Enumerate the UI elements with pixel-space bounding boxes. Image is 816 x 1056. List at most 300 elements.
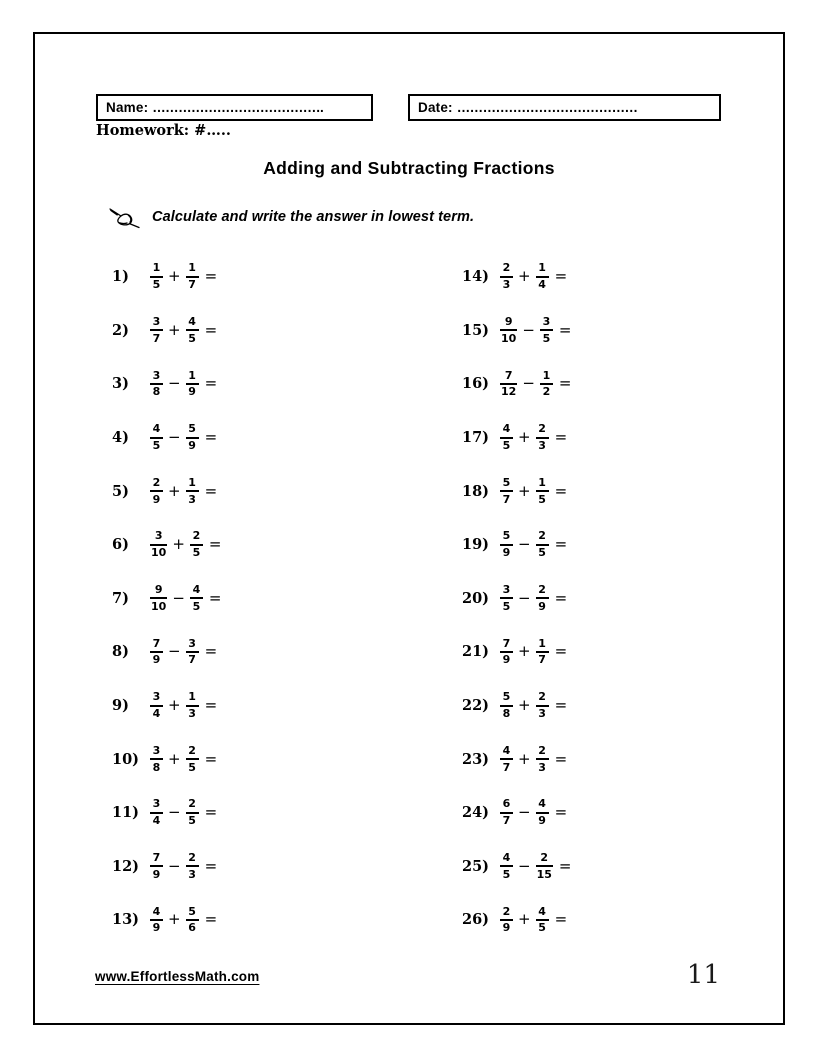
problem-number: 4) bbox=[112, 429, 129, 447]
operator: − bbox=[518, 856, 531, 875]
equals-sign: = bbox=[554, 642, 568, 661]
fraction bbox=[536, 584, 549, 613]
fraction-numerator: 5 bbox=[502, 529, 511, 543]
fraction-denominator: 10 bbox=[151, 546, 167, 560]
name-label: Name: bbox=[106, 100, 149, 115]
operator: + bbox=[168, 481, 181, 500]
equals-sign: = bbox=[554, 588, 568, 607]
fraction-bar bbox=[500, 758, 513, 760]
operator: + bbox=[168, 910, 181, 929]
fraction bbox=[150, 316, 163, 345]
fraction-denominator: 5 bbox=[192, 546, 201, 560]
equals-sign: = bbox=[208, 588, 222, 607]
fraction-numerator: 3 bbox=[542, 315, 551, 329]
fraction-denominator: 9 bbox=[152, 921, 161, 935]
problem-expression bbox=[149, 316, 217, 345]
page-title: Adding and Subtracting Fractions bbox=[263, 158, 555, 178]
fraction-denominator: 5 bbox=[192, 599, 201, 613]
fraction-numerator: 3 bbox=[502, 582, 511, 596]
fraction-denominator: 5 bbox=[538, 921, 546, 935]
equals-sign: = bbox=[204, 374, 218, 393]
problem-number: 18) bbox=[462, 482, 490, 500]
fraction bbox=[150, 852, 163, 881]
fraction-numerator: 9 bbox=[154, 582, 163, 596]
fraction bbox=[186, 423, 199, 452]
fraction-numerator: 2 bbox=[540, 850, 549, 864]
operator: + bbox=[518, 696, 531, 715]
fraction-numerator: 5 bbox=[502, 690, 511, 704]
fraction-denominator: 4 bbox=[152, 814, 161, 828]
problem-row[interactable] bbox=[462, 304, 571, 358]
fraction bbox=[186, 691, 199, 720]
problem-number: 21) bbox=[462, 643, 490, 661]
problem-row[interactable] bbox=[112, 572, 221, 626]
fraction-denominator: 9 bbox=[188, 385, 196, 399]
equals-sign: = bbox=[204, 803, 218, 822]
fraction bbox=[536, 530, 549, 559]
fraction bbox=[536, 638, 549, 667]
problem-row[interactable] bbox=[462, 679, 571, 733]
fraction-numerator: 2 bbox=[152, 475, 161, 489]
fraction-denominator: 5 bbox=[188, 814, 196, 828]
fraction-denominator: 3 bbox=[538, 760, 546, 774]
fraction bbox=[500, 477, 513, 506]
fraction-denominator: 5 bbox=[502, 439, 511, 453]
instruction-text: Calculate and write the answer in lowest term. bbox=[152, 209, 475, 225]
problem-row[interactable] bbox=[462, 893, 571, 947]
problem-row[interactable] bbox=[462, 625, 571, 679]
fraction-numerator: 3 bbox=[152, 797, 161, 811]
equals-sign: = bbox=[554, 803, 568, 822]
fraction bbox=[150, 370, 163, 399]
fraction-numerator: 7 bbox=[152, 636, 161, 650]
fraction bbox=[536, 906, 549, 935]
fraction bbox=[150, 477, 163, 506]
fraction-numerator: 2 bbox=[192, 529, 201, 543]
problem-number: 17) bbox=[462, 429, 490, 447]
fraction-numerator: 5 bbox=[188, 904, 196, 918]
problem-number: 11) bbox=[112, 804, 140, 822]
problem-number: 10) bbox=[112, 750, 140, 768]
fraction-denominator: 9 bbox=[538, 599, 546, 613]
fraction-numerator: 2 bbox=[538, 582, 546, 596]
operator: + bbox=[172, 535, 185, 554]
fraction bbox=[186, 745, 199, 774]
fraction-denominator: 10 bbox=[151, 599, 167, 613]
problem-expression bbox=[499, 370, 571, 399]
problem-row[interactable] bbox=[112, 250, 221, 304]
fraction-numerator: 3 bbox=[152, 690, 161, 704]
fraction bbox=[500, 638, 513, 667]
fraction-denominator: 5 bbox=[502, 599, 511, 613]
equals-sign: = bbox=[204, 642, 218, 661]
fraction-numerator: 1 bbox=[542, 368, 551, 382]
fraction-numerator: 4 bbox=[502, 422, 511, 436]
fraction-numerator: 3 bbox=[154, 529, 163, 543]
fraction-denominator: 5 bbox=[502, 867, 511, 881]
operator: + bbox=[518, 749, 531, 768]
fraction-numerator: 5 bbox=[188, 422, 196, 436]
fraction bbox=[150, 530, 167, 559]
fraction-denominator: 9 bbox=[152, 867, 161, 881]
fraction-numerator: 3 bbox=[188, 636, 196, 650]
fraction-numerator: 7 bbox=[504, 368, 513, 382]
problem-expression bbox=[149, 423, 217, 452]
fraction-numerator: 4 bbox=[152, 422, 161, 436]
fraction-denominator: 2 bbox=[542, 385, 551, 399]
page-number: 11 bbox=[686, 960, 720, 990]
fraction-numerator: 3 bbox=[152, 743, 161, 757]
problem-expression bbox=[149, 691, 217, 720]
fraction-denominator: 3 bbox=[188, 867, 196, 881]
problem-row[interactable] bbox=[462, 786, 571, 840]
date-label: Date: bbox=[418, 100, 453, 115]
problem-row[interactable] bbox=[112, 518, 221, 572]
fraction-numerator: 4 bbox=[192, 582, 201, 596]
fraction-denominator: 9 bbox=[152, 653, 161, 667]
fraction bbox=[500, 423, 513, 452]
operator: + bbox=[518, 428, 531, 447]
problem-number: 20) bbox=[462, 589, 490, 607]
problem-number: 23) bbox=[462, 750, 490, 768]
fraction-bar bbox=[186, 490, 199, 492]
operator: + bbox=[518, 267, 531, 286]
fraction-numerator: 1 bbox=[538, 261, 546, 275]
fraction-numerator: 2 bbox=[538, 690, 546, 704]
problem-row[interactable] bbox=[462, 464, 571, 518]
fraction-numerator: 5 bbox=[502, 475, 511, 489]
equals-sign: = bbox=[204, 749, 218, 768]
equals-sign: = bbox=[554, 696, 568, 715]
equals-sign: = bbox=[554, 428, 568, 447]
fraction bbox=[186, 370, 199, 399]
problem-row[interactable] bbox=[112, 840, 221, 894]
fraction bbox=[150, 262, 163, 291]
fraction-denominator: 8 bbox=[152, 385, 161, 399]
problem-expression bbox=[149, 262, 217, 291]
fraction bbox=[150, 584, 167, 613]
equals-sign: = bbox=[204, 267, 218, 286]
fraction-denominator: 5 bbox=[538, 492, 546, 506]
fraction bbox=[540, 370, 553, 399]
equals-sign: = bbox=[204, 856, 218, 875]
problems-column-left bbox=[112, 250, 221, 947]
operator: − bbox=[168, 642, 181, 661]
fraction-denominator: 5 bbox=[152, 439, 161, 453]
problem-row[interactable] bbox=[112, 679, 221, 733]
fraction-denominator: 7 bbox=[188, 653, 196, 667]
problem-number: 24) bbox=[462, 804, 490, 822]
fraction-numerator: 3 bbox=[152, 315, 161, 329]
fraction bbox=[186, 638, 199, 667]
fraction-numerator: 2 bbox=[188, 797, 196, 811]
fraction-numerator: 4 bbox=[538, 904, 546, 918]
problem-row[interactable] bbox=[112, 464, 221, 518]
operator: + bbox=[518, 910, 531, 929]
fraction-denominator: 4 bbox=[538, 278, 546, 292]
problem-expression bbox=[149, 906, 217, 935]
fraction-denominator: 8 bbox=[152, 760, 161, 774]
problem-expression bbox=[149, 584, 221, 613]
equals-sign: = bbox=[204, 481, 218, 500]
fraction-denominator: 5 bbox=[538, 546, 546, 560]
fraction bbox=[150, 798, 163, 827]
fraction-numerator: 7 bbox=[502, 636, 511, 650]
fraction bbox=[500, 852, 513, 881]
problem-row[interactable] bbox=[462, 840, 571, 894]
fraction bbox=[500, 316, 517, 345]
fraction-numerator: 4 bbox=[152, 904, 161, 918]
problem-row[interactable] bbox=[462, 518, 571, 572]
operator: − bbox=[518, 535, 531, 554]
operator: − bbox=[168, 374, 181, 393]
fraction-denominator: 9 bbox=[502, 546, 511, 560]
problem-expression bbox=[149, 530, 221, 559]
problem-number: 14) bbox=[462, 268, 490, 286]
fraction bbox=[500, 906, 513, 935]
operator: + bbox=[518, 642, 531, 661]
fraction-numerator: 2 bbox=[538, 529, 546, 543]
fraction bbox=[536, 852, 553, 881]
equals-sign: = bbox=[208, 535, 222, 554]
fraction-denominator: 15 bbox=[536, 867, 552, 881]
problem-number: 15) bbox=[462, 321, 490, 339]
fraction bbox=[500, 530, 513, 559]
fraction bbox=[186, 477, 199, 506]
fraction-denominator: 4 bbox=[152, 707, 161, 721]
problem-number: 9) bbox=[112, 697, 129, 715]
problem-expression bbox=[149, 638, 217, 667]
operator: − bbox=[522, 320, 535, 339]
problem-number: 6) bbox=[112, 536, 129, 554]
fraction-numerator: 4 bbox=[502, 743, 511, 757]
fraction-numerator: 1 bbox=[188, 368, 196, 382]
fraction-bar bbox=[500, 490, 513, 492]
problem-expression bbox=[499, 316, 571, 345]
fraction-numerator: 2 bbox=[502, 261, 511, 275]
problem-expression bbox=[499, 638, 567, 667]
fraction-bar bbox=[150, 758, 163, 760]
fraction-numerator: 4 bbox=[502, 850, 511, 864]
fraction-numerator: 1 bbox=[152, 261, 161, 275]
fraction bbox=[536, 262, 549, 291]
fraction bbox=[536, 477, 549, 506]
fraction bbox=[500, 798, 513, 827]
operator: − bbox=[168, 428, 181, 447]
problem-row[interactable] bbox=[112, 304, 221, 358]
problem-expression bbox=[499, 477, 567, 506]
problem-row[interactable] bbox=[462, 572, 571, 626]
operator: + bbox=[518, 481, 531, 500]
problem-expression bbox=[499, 423, 567, 452]
problem-row[interactable] bbox=[112, 893, 221, 947]
problem-number: 12) bbox=[112, 857, 140, 875]
fraction bbox=[186, 262, 199, 291]
problem-row[interactable] bbox=[462, 732, 571, 786]
fraction-denominator: 5 bbox=[152, 278, 161, 292]
operator: − bbox=[172, 588, 185, 607]
fraction-denominator: 3 bbox=[188, 707, 196, 721]
problem-number: 16) bbox=[462, 375, 490, 393]
operator: − bbox=[522, 374, 535, 393]
fraction-numerator: 9 bbox=[504, 315, 513, 329]
operator: − bbox=[168, 856, 181, 875]
fraction-denominator: 7 bbox=[502, 492, 511, 506]
fraction-numerator: 3 bbox=[152, 368, 161, 382]
fraction bbox=[186, 798, 199, 827]
fraction bbox=[500, 691, 513, 720]
problem-number: 19) bbox=[462, 536, 490, 554]
problem-expression bbox=[499, 584, 567, 613]
fraction bbox=[500, 745, 513, 774]
operator: − bbox=[518, 588, 531, 607]
fraction-denominator: 9 bbox=[502, 653, 511, 667]
problem-number: 3) bbox=[112, 375, 129, 393]
fraction bbox=[150, 691, 163, 720]
fraction bbox=[536, 745, 549, 774]
fraction-denominator: 7 bbox=[502, 760, 511, 774]
fraction bbox=[540, 316, 553, 345]
homework-label[interactable]: Homework: #….. bbox=[96, 122, 231, 139]
problem-expression bbox=[149, 852, 217, 881]
fraction bbox=[150, 906, 163, 935]
equals-sign: = bbox=[204, 320, 218, 339]
fraction-denominator: 3 bbox=[538, 707, 546, 721]
fraction-numerator: 2 bbox=[188, 743, 196, 757]
problem-number: 25) bbox=[462, 857, 490, 875]
problem-number: 1) bbox=[112, 268, 129, 286]
fraction-denominator: 9 bbox=[188, 439, 196, 453]
problem-expression bbox=[499, 262, 567, 291]
operator: − bbox=[518, 803, 531, 822]
fraction bbox=[190, 530, 203, 559]
equals-sign: = bbox=[558, 856, 572, 875]
problem-number: 7) bbox=[112, 589, 129, 607]
fraction-numerator: 2 bbox=[538, 422, 546, 436]
problem-number: 2) bbox=[112, 321, 129, 339]
operator: + bbox=[168, 320, 181, 339]
problem-row[interactable] bbox=[112, 732, 221, 786]
operator: − bbox=[168, 803, 181, 822]
problem-row[interactable] bbox=[112, 411, 221, 465]
fraction-denominator: 9 bbox=[502, 921, 511, 935]
fraction-numerator: 1 bbox=[538, 636, 546, 650]
problem-expression bbox=[149, 745, 217, 774]
equals-sign: = bbox=[204, 696, 218, 715]
name-dotted-line: …………………………………. bbox=[152, 100, 324, 115]
fraction bbox=[536, 423, 549, 452]
fraction-denominator: 10 bbox=[501, 331, 517, 345]
equals-sign: = bbox=[554, 535, 568, 554]
fraction-numerator: 1 bbox=[188, 475, 196, 489]
fraction bbox=[500, 262, 513, 291]
fraction-denominator: 12 bbox=[501, 385, 517, 399]
fraction bbox=[186, 906, 199, 935]
fraction-numerator: 2 bbox=[188, 850, 196, 864]
fraction bbox=[500, 584, 513, 613]
problem-row[interactable] bbox=[112, 625, 221, 679]
fraction bbox=[150, 638, 163, 667]
equals-sign: = bbox=[558, 320, 572, 339]
fraction-numerator: 2 bbox=[538, 743, 546, 757]
fraction-numerator: 1 bbox=[188, 690, 196, 704]
fraction-bar bbox=[536, 758, 549, 760]
fraction-denominator: 7 bbox=[152, 331, 161, 345]
problem-number: 13) bbox=[112, 911, 140, 929]
fraction-denominator: 9 bbox=[538, 814, 546, 828]
operator: + bbox=[168, 749, 181, 768]
equals-sign: = bbox=[554, 481, 568, 500]
problem-expression bbox=[149, 798, 217, 827]
fraction-numerator: 4 bbox=[538, 797, 546, 811]
fraction bbox=[150, 745, 163, 774]
fraction-denominator: 7 bbox=[502, 814, 511, 828]
equals-sign: = bbox=[554, 267, 568, 286]
equals-sign: = bbox=[204, 910, 218, 929]
problem-row[interactable] bbox=[112, 357, 221, 411]
problem-row[interactable] bbox=[462, 357, 571, 411]
fraction-denominator: 9 bbox=[152, 492, 161, 506]
footer-website-link[interactable]: www.EffortlessMath.com bbox=[95, 969, 260, 984]
problem-expression bbox=[499, 530, 567, 559]
fraction-numerator: 4 bbox=[188, 315, 196, 329]
fraction-bar bbox=[150, 490, 163, 492]
equals-sign: = bbox=[554, 910, 568, 929]
problems-column-right bbox=[462, 250, 571, 947]
fraction bbox=[190, 584, 203, 613]
problem-row[interactable] bbox=[112, 786, 221, 840]
problem-number: 8) bbox=[112, 643, 129, 661]
equals-sign: = bbox=[558, 374, 572, 393]
operator: + bbox=[168, 696, 181, 715]
equals-sign: = bbox=[554, 749, 568, 768]
operator: + bbox=[168, 267, 181, 286]
fraction-denominator: 6 bbox=[188, 921, 196, 935]
date-dotted-line: …………………………………… bbox=[456, 100, 638, 115]
fraction-bar bbox=[186, 758, 199, 760]
problem-expression bbox=[499, 745, 567, 774]
fraction bbox=[150, 423, 163, 452]
problem-expression bbox=[499, 852, 571, 881]
fraction bbox=[500, 370, 517, 399]
problem-number: 5) bbox=[112, 482, 129, 500]
fraction-numerator: 2 bbox=[502, 904, 511, 918]
fraction-denominator: 8 bbox=[502, 707, 511, 721]
fraction-denominator: 7 bbox=[538, 653, 546, 667]
problem-row[interactable] bbox=[462, 250, 571, 304]
fraction-numerator: 7 bbox=[152, 850, 161, 864]
fraction-denominator: 5 bbox=[542, 331, 551, 345]
equals-sign: = bbox=[204, 428, 218, 447]
problem-expression bbox=[499, 798, 567, 827]
problem-expression bbox=[499, 691, 567, 720]
problem-number: 22) bbox=[462, 697, 490, 715]
fraction-numerator: 6 bbox=[502, 797, 511, 811]
fraction-denominator: 3 bbox=[538, 439, 546, 453]
problem-expression bbox=[499, 906, 567, 935]
fraction-denominator: 5 bbox=[188, 331, 196, 345]
problem-expression bbox=[149, 477, 217, 506]
problem-row[interactable] bbox=[462, 411, 571, 465]
fraction bbox=[186, 316, 199, 345]
fraction bbox=[536, 691, 549, 720]
fraction-numerator: 1 bbox=[538, 475, 546, 489]
fraction bbox=[536, 798, 549, 827]
fraction-numerator: 1 bbox=[188, 261, 196, 275]
fraction-denominator: 3 bbox=[188, 492, 196, 506]
fraction bbox=[186, 852, 199, 881]
fraction-bar bbox=[536, 490, 549, 492]
